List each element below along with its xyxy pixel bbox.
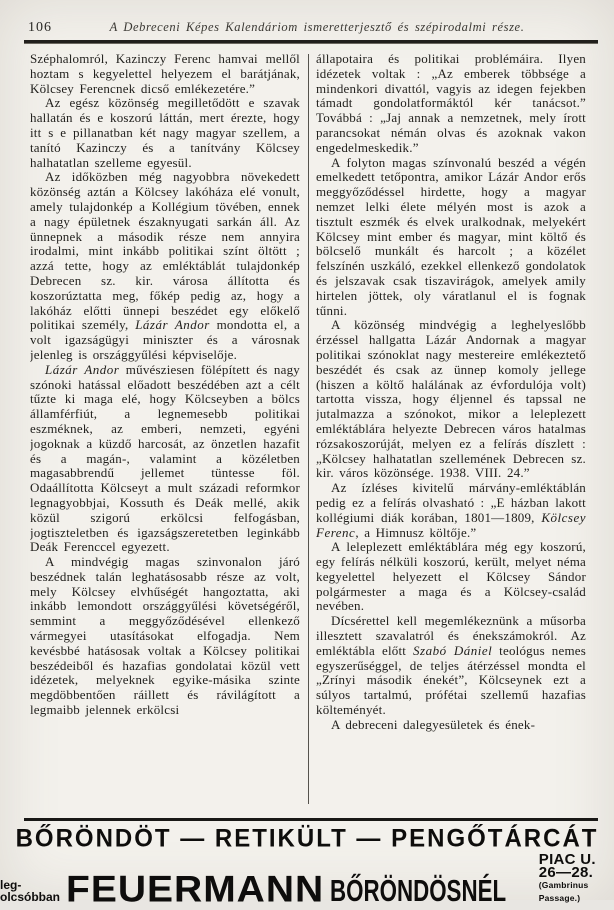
- ad-brand-name: FEUERMANN: [66, 869, 325, 910]
- header-rule: [24, 40, 598, 44]
- paragraph: Dícsérettel kell megemlékeznünk a műsorba illesztett szavalatról és énekszámokról. Az emléktábla előtt Szabó Dániel teológus nemes egyszerűséggel, de teljes átérzéssel mondta el „Zrínyi második énekét”, Kölcseynek ezt a súlyos tartalmú, prófétai szellemű hazafias költeményét.: [316, 613, 586, 718]
- ad-street-address: PIAC U. 26—28.: [538, 851, 596, 881]
- column-divider-rule: [308, 54, 309, 804]
- ad-address-note: (Gambrinus Passage.): [538, 880, 589, 903]
- paragraph: A leleplezett emléktáblára még egy koszorú, egy felírás nélküli koszorú, került, melyet néma kegyelettel helyezett el Kölcsey Sándor polgármester a maga és a Kölcsey-család nevében.: [316, 539, 586, 614]
- ad-prefix-line1: leg-: [0, 878, 22, 892]
- page-header: [28, 20, 594, 38]
- ad-prefix-line2: olcsóbban: [0, 889, 61, 904]
- paragraph: A debreceni dalegyesületek és ének-: [331, 716, 536, 732]
- left-column: [30, 52, 300, 806]
- paragraph: Az időközben még nagyobbra növekedett közönség aztán a Kölcsey lakóháza elé vonult, amely tulajdonkép a Kollégium tövében, ennek a nagy épületnek északnyugati sarkán áll. Az ünnepnek a második része nem annyira irodalmi, mint inkább politikai színt öltött ; azzá tette, hogy az emléktáblát tulajdonkép Debrecen sz. kir. városa állította és koszorúztatta meg, főkép pedig az, hogy a lakóház előtti ünnepi beszédet egy előkelő politikai személy, Lázár Andor mondotta el, a volt igazságügyi miniszter és a városnak jelenleg is országgyűlési képviselője.: [30, 169, 300, 362]
- right-column: [316, 52, 586, 806]
- paragraph: Széphalomról, Kazinczy Ferenc hamvai mellől hoztam s kegyelettel helyezem el barátjának, Kölcsey Ferencnek dicső emlékezetére.”: [30, 52, 300, 96]
- ad-second-line: [0, 851, 614, 910]
- paragraph: állapotaira és politikai problémáira. Ilyen idézetek voltak : „Az emberek többsége a mindenkori divattól, vagyis az idegen fejekben támadt gondolatformáktól kér tanácsot.” Továbbá : „Jaj annak a nemzetnek, mely írott parancsokat némán olvas és azoknak vakon engedelmeskedik.”: [316, 52, 586, 155]
- paragraph: Az ízléses kivitelű márvány-emléktáblán pedig ez a felírás olvasható : „E házban lakott kollégiumi diák korában, 1801—1809, Kölcsey Ferenc, a Himnusz költője.”: [316, 480, 586, 540]
- footer-rule: [24, 818, 598, 821]
- paragraph: A közönség mindvégig a leghelyeslőbb érzéssel hallgatta Lázár Andornak a magyar politikai szónoklat nagy mestereire emlékeztető beszédét és csak az ünnep komoly jellege (hiszen a költő halálának az évfordulója volt) tartotta vissza, hogy éljennel és tapssal ne jutalmazza a szónokot, mikor a leleplezett emléktáblára helyezte Debrecen város hatalmas rózsakoszorúját, melyen ez a felírás díszlett : „Kölcsey halhatatlan szellemének Debrecen sz. kir. város közönsége. 1938. VIII. 24.”: [316, 317, 586, 481]
- paragraph: A folyton magas színvonalú beszéd a végén emelkedett tetőpontra, amikor Lázár Andor erős meggyőződéssel hirdette, hogy a magyar nemzet lelki élete mélyén most is azok a tisztult eszmék és elvek uralkodnak, melyekért Kölcsey mint ember és magyar, mint költő és bölcselő munkált és harcolt ; a közélet felszínén uszkáló, ezekkel ellenkező gondolatok és jelszavak csak tiszavirágok, amelyek amily hirtelen jöttek, oly váratlanul el is fognak tűnni.: [316, 154, 586, 318]
- ad-address-block: [539, 853, 614, 905]
- ad-headline: BŐRÖNDÖT — RETIKÜLT — PENGŐTÁRCÁT: [15, 824, 599, 853]
- paragraph: A mindvégig magas szinvonalon járó beszédnek talán leghatásosabb része az volt, mely Kölcsey elvhűségét hangoztatta, aki inkább lemondott országgyűlési követségéről, semmint a meggyőződésével ellenkező vármegyei utasításokat elfogadja. Nem kevésbbé hatásosak voltak a Kölcsey politikai beszédeiből és hazafias gondolatai közül vett idézetek, melyeknek egyike-másika szinte megdöbbentően ráillett és rávilágított a legmaibb jelennek erkölcsi: [30, 554, 300, 718]
- running-head-title: A Debreceni Képes Kalendáriom ismeretterjesztő és szépirodalmi része.: [109, 20, 525, 34]
- paragraph: Az egész közönség megilletődött e szavak hallatán és e koszorú láttán, mert érezte, hogy itt s e pillanatban két nagy magyar szellem, a tanító Kazinczy és a tanítvány Kölcsey halhatatlan szelleme egyesül.: [30, 95, 300, 170]
- paragraph: Lázár Andor művésziesen fölépített és nagy szónoki hatással előadott beszédében azt a célt tűzte ki maga elé, hogy Kölcseyben a bölcs államférfiút, a legnemesebb politikai eszméknek, az emberi, nemzeti, egyéni jogoknak a küzdő harcosát, az önzetlen hazafit és a magán-, valamint a közéletben magasabbrendű jellemet tüntesse föl. Odaállította Kölcseyt a mult századi reformkor legnagyobbjai, Kossuth és Deák mellé, akik közül szigorú erkölcsi felfogásban, jogtiszteletben és igazságszeretetben leginkább Deák Ferenccel egyezett.: [30, 361, 300, 555]
- page-number: 106: [28, 20, 52, 35]
- ad-store-name: BŐRÖNDÖSNÉL: [330, 873, 507, 908]
- article-body: [30, 52, 586, 806]
- advertisement-banner: [0, 824, 614, 910]
